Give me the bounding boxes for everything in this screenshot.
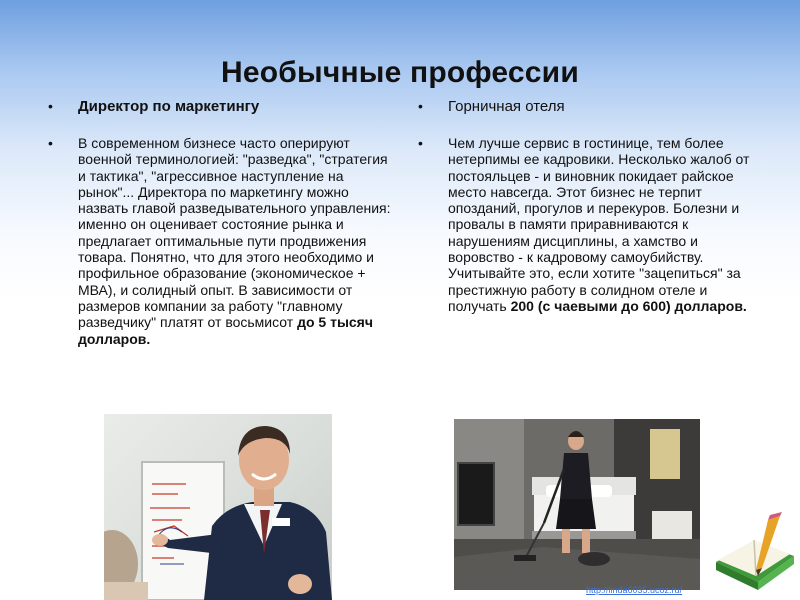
slide-title: Необычные профессии [221, 56, 579, 89]
footer-url-link[interactable]: http://linda6035.ucoz.ru/ [586, 585, 683, 595]
bullet-item-heading [410, 98, 755, 116]
marketing-director-text [78, 135, 392, 347]
salary-text: до 5 тысяч долларов. [78, 314, 373, 347]
body-text: В современном бизнесе часто оперируют военной терминологией: "разведка", "стратегия и тактика", "агрессивное наступление на рынок"... Директора по маркетингу можно назвать главой разведывательного управления: именно он оценивает состояние рынка и предлагает оптимальные пути продвижения товара. Понятно, что для этого необходимо и профильное образование (экономическое + МВА), и солидный опыт. В зависимости от размеров компании за работу "главному разведчику" платят от восьмисот [78, 135, 391, 331]
marketing-director-heading: Директор по маркетингу [78, 98, 260, 115]
bullet-item-body [410, 135, 755, 314]
marketing-director-photo [104, 414, 332, 600]
right-column [410, 98, 755, 314]
presenter-illustration [104, 414, 332, 600]
bullet-item-body [40, 135, 392, 347]
bullet-glyph: • [418, 98, 423, 114]
hotel-maid-photo [454, 419, 700, 590]
bullet-glyph: • [418, 135, 423, 151]
salary-text: 200 (с чаевыми до 600) долларов. [510, 297, 747, 314]
book-logo-icon [708, 512, 800, 600]
hotel-room-illustration [454, 419, 700, 590]
hotel-maid-heading: Горничная отеля [448, 98, 565, 115]
body-text: Чем лучше сервис в гостинице, тем более нетерпимы ее кадровики. Несколько жалоб от постояльцев - и виновник покидает райское место навсегда. Этот бизнес не терпит опозданий, прогулов и перекуров. Болезни и провалы в памяти приравниваются к нарушениям дисциплины, а хамство и воровство - к кадровому самоубийству. Учитывайте это, если хотите "зацепиться" за престижную работу в солидном отеле и получать [448, 135, 750, 314]
left-column [40, 98, 392, 347]
bullet-glyph: • [48, 98, 53, 114]
bullet-glyph: • [48, 135, 53, 151]
hotel-maid-text [448, 135, 755, 314]
bullet-item-heading [40, 98, 392, 116]
